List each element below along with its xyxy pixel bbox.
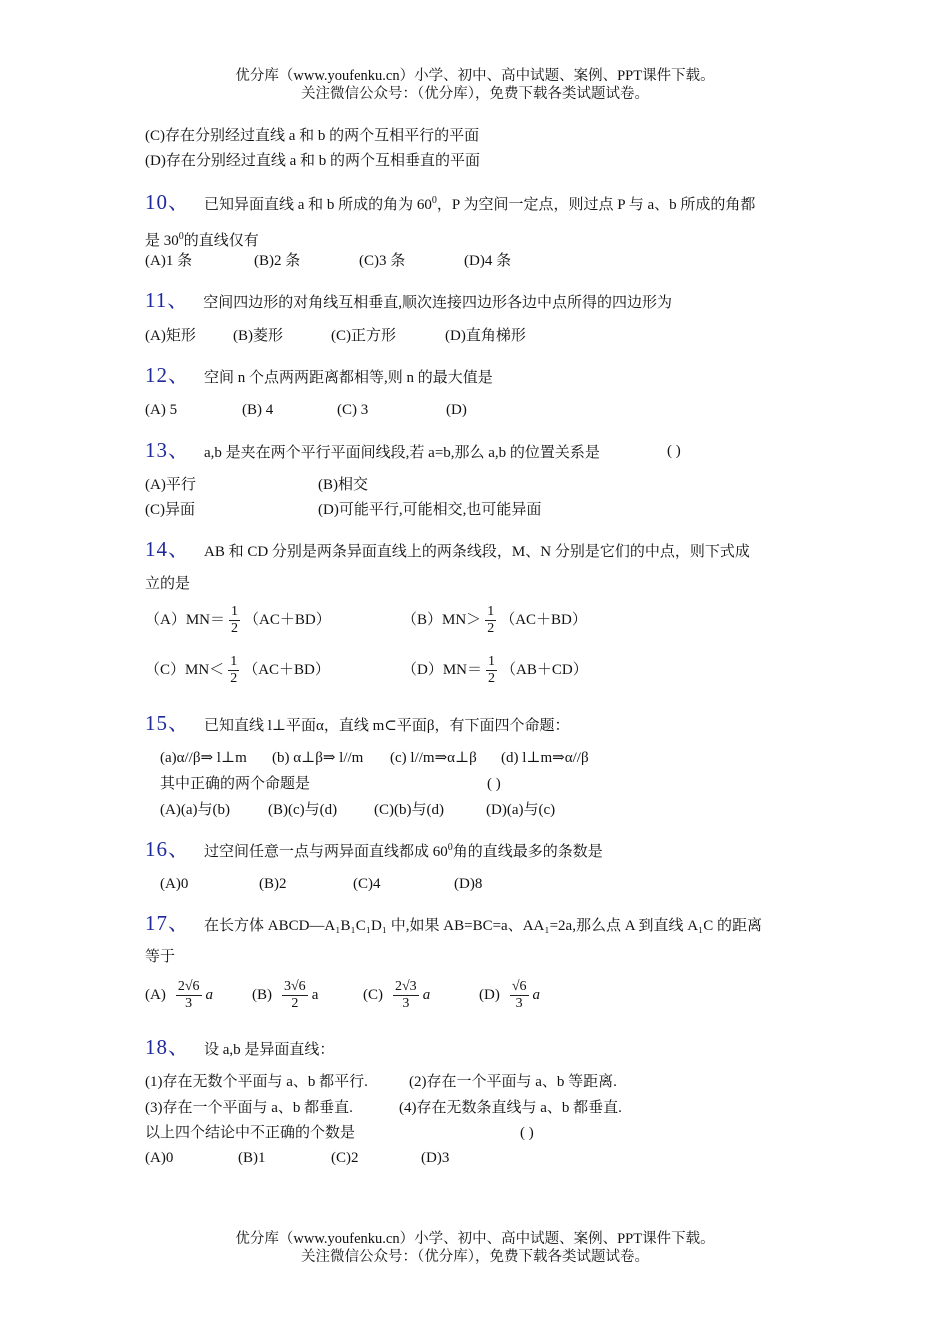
q14-option-c-pre: （C）MN＜ [145, 662, 225, 678]
q10-sup-1: 0 [431, 195, 437, 206]
footer-line-1: 优分库（www.youfenku.cn）小学、初中、高中试题、案例、PPT课件下载。 [235, 1231, 715, 1247]
q18-statement-2: (2)存在一个平面与 a、b 等距离. [409, 1074, 617, 1090]
fraction-denominator: 2 [487, 621, 495, 637]
q14-option-c-fraction [228, 654, 239, 687]
q17-option-c [363, 975, 430, 1015]
q18-statement-3: (3)存在一个平面与 a、b 都垂直. [145, 1100, 353, 1116]
fraction-numerator: 1 [230, 654, 238, 670]
q17-option-c-label: (C) [363, 987, 383, 1003]
q14-option-a [145, 600, 331, 640]
q15-option-d: (D)(a)与(c) [486, 802, 556, 818]
q12-number: 12、 [145, 363, 190, 387]
q18-option-b: (B)1 [238, 1150, 266, 1166]
q15-text: 已知直线 l⊥平面α，直线 m⊂平面β，有下面四个命题： [204, 718, 570, 734]
q12-option-c: (C) 3 [337, 402, 369, 418]
q10-stem-cont [145, 227, 259, 251]
q13-stem [145, 437, 600, 466]
q18-stem [145, 1034, 334, 1063]
q17-option-d-var: a [532, 987, 541, 1003]
q18-answer-paren: ( ) [520, 1125, 534, 1141]
q17-option-d-label: (D) [479, 987, 500, 1003]
q14-option-c [145, 650, 330, 690]
q13-option-a: (A)平行 [145, 477, 196, 493]
q16-sup: 0 [447, 842, 453, 853]
q13-number: 13、 [145, 438, 190, 462]
q11-number: 11、 [145, 288, 190, 312]
q18-option-c: (C)2 [331, 1150, 359, 1166]
q15-prop-c: (c) l//m⇒α⊥β [390, 750, 477, 766]
q15-ask: 其中正确的两个命题是 [160, 776, 311, 792]
fraction-denominator: 2 [231, 621, 239, 637]
q14-option-d [402, 650, 588, 690]
q10-option-d: (D)4 条 [464, 253, 512, 269]
q18-ask: 以上四个结论中不正确的个数是 [145, 1125, 356, 1141]
q11-text: 空间四边形的对角线互相垂直,顺次连接四边形各边中点所得的四边形为 [203, 295, 672, 311]
q13-answer-paren: ( ) [667, 443, 681, 459]
fraction-denominator: 3 [515, 996, 523, 1012]
q10-number: 10、 [145, 190, 190, 214]
q12-option-a: (A) 5 [145, 402, 178, 418]
q10-text-2a: 是 30 [145, 233, 179, 249]
q13-option-b: (B)相交 [318, 477, 368, 493]
q18-statement-1: (1)存在无数个平面与 a、b 都平行. [145, 1074, 368, 1090]
q17-option-b-fraction [282, 979, 308, 1012]
q11-stem [145, 287, 672, 316]
q11-option-d: (D)直角梯形 [445, 328, 526, 344]
q17-option-a-label: (A) [145, 987, 166, 1003]
q12-stem [145, 362, 493, 391]
q16-number: 16、 [145, 837, 190, 861]
q14-option-d-fraction [486, 654, 497, 687]
q14-option-d-post: （AB＋CD） [501, 662, 588, 678]
q15-prop-b: (b) α⊥β⇒ l//m [272, 750, 364, 766]
q17-option-c-var: a [422, 987, 431, 1003]
q15-option-a: (A)(a)与(b) [160, 802, 230, 818]
q10-sup-2: 0 [178, 231, 184, 242]
q14-option-a-post: （AC＋BD） [244, 612, 331, 628]
q17-option-b [252, 975, 318, 1015]
q18-option-a: (A)0 [145, 1150, 174, 1166]
q17-option-c-fraction [393, 979, 419, 1012]
fraction-numerator: 3√6 [284, 979, 306, 995]
q16-option-c: (C)4 [353, 876, 381, 892]
q11-option-c: (C)正方形 [331, 328, 396, 344]
q10-option-a: (A)1 条 [145, 253, 193, 269]
fraction-numerator: 1 [488, 654, 496, 670]
q14-number: 14、 [145, 537, 190, 561]
fraction-numerator: √6 [511, 979, 527, 995]
q15-option-b: (B)(c)与(d) [268, 802, 338, 818]
header-line-1: 优分库（www.youfenku.cn）小学、初中、高中试题、案例、PPT课件下载。 [235, 68, 715, 84]
q9-option-c: (C)存在分别经过直线 a 和 b 的两个互相平行的平面 [145, 128, 480, 144]
q18-number: 18、 [145, 1035, 190, 1059]
q9-option-d: (D)存在分别经过直线 a 和 b 的两个互相垂直的平面 [145, 153, 480, 169]
q12-option-d: (D) [446, 402, 467, 418]
q17-option-b-var: a [311, 987, 319, 1003]
q11-option-a: (A)矩形 [145, 328, 196, 344]
q17-option-a-var: a [205, 987, 214, 1003]
fraction-denominator: 2 [488, 671, 496, 687]
q13-option-d: (D)可能平行,可能相交,也可能异面 [318, 502, 542, 518]
q16-option-b: (B)2 [259, 876, 287, 892]
q16-text-b: 角的直线最多的条数是 [452, 844, 603, 860]
q13-option-c: (C)异面 [145, 502, 195, 518]
q16-option-d: (D)8 [454, 876, 483, 892]
q14-option-a-fraction [229, 604, 240, 637]
q14-option-a-pre: （A）MN＝ [145, 612, 226, 628]
fraction-numerator: 2√3 [395, 979, 417, 995]
fraction-denominator: 3 [185, 996, 193, 1012]
q14-option-b-post: （AC＋BD） [500, 612, 587, 628]
q16-stem [145, 835, 603, 865]
fraction-numerator: 2√6 [177, 979, 200, 995]
q10-text-2b: 的直线仅有 [183, 233, 259, 249]
q16-option-a: (A)0 [160, 876, 189, 892]
q14-option-b-pre: （B）MN＞ [402, 612, 482, 628]
q17-option-a [145, 975, 213, 1015]
header-line-2: 关注微信公众号：（优分库），免费下载各类试题试卷。 [301, 86, 649, 102]
q14-option-d-pre: （D）MN＝ [402, 662, 483, 678]
q17-stem [145, 910, 762, 939]
q15-answer-paren: ( ) [487, 776, 501, 792]
q14-option-b-fraction [485, 604, 496, 637]
q16-text-a: 过空间任意一点与两异面直线都成 60 [204, 844, 448, 860]
fraction-denominator: 3 [402, 996, 410, 1012]
q10-option-b: (B)2 条 [254, 253, 301, 269]
q12-option-b: (B) 4 [242, 402, 274, 418]
q13-text: a,b 是夹在两个平行平面间线段,若 a=b,那么 a,b 的位置关系是 [204, 445, 600, 461]
q12-text: 空间 n 个点两两距离都相等,则 n 的最大值是 [204, 370, 493, 386]
q18-option-d: (D)3 [421, 1150, 450, 1166]
q17-option-a-fraction [176, 979, 202, 1012]
q17-text-2: 等于 [145, 949, 176, 965]
q11-option-b: (B)菱形 [233, 328, 283, 344]
q14-option-b [402, 600, 587, 640]
q18-text: 设 a,b 是异面直线： [204, 1042, 335, 1058]
q10-text-b: ，P 为空间一定点，则过点 P 与 a、b 所成的角都 [436, 197, 756, 213]
q14-stem [145, 536, 750, 565]
q15-option-c: (C)(b)与(d) [374, 802, 444, 818]
q10-stem [145, 188, 755, 218]
fraction-denominator: 2 [291, 996, 299, 1012]
q17-option-d-fraction [510, 979, 529, 1012]
fraction-denominator: 2 [230, 671, 238, 687]
q15-prop-d: (d) l⊥m⇒α//β [501, 750, 589, 766]
q14-text-1: AB 和 CD 分别是两条异面直线上的两条线段，M、N 分别是它们的中点，则下式成 [204, 544, 750, 560]
fraction-numerator: 1 [231, 604, 239, 620]
q17-option-b-label: (B) [252, 987, 272, 1003]
q14-option-c-post: （AC＋BD） [243, 662, 330, 678]
footer-line-2: 关注微信公众号：（优分库），免费下载各类试题试卷。 [301, 1249, 649, 1265]
q17-number: 17、 [145, 911, 190, 935]
fraction-numerator: 1 [487, 604, 495, 620]
q14-text-2: 立的是 [145, 576, 191, 592]
q18-statement-4: (4)存在无数条直线与 a、b 都垂直. [399, 1100, 622, 1116]
q15-number: 15、 [145, 711, 190, 735]
q17-text-1: 在长方体 ABCD—A₁B₁C₁D₁ 中,如果 AB=BC=a、AA₁=2a,那么点 A 到直线 A₁C 的距离 [204, 918, 763, 934]
q10-text-a: 已知异面直线 a 和 b 所成的角为 60 [204, 197, 432, 213]
q15-prop-a: (a)α//β⇒ l⊥m [160, 750, 247, 766]
q17-option-d [479, 975, 540, 1015]
q15-stem [145, 710, 570, 739]
q10-option-c: (C)3 条 [359, 253, 406, 269]
